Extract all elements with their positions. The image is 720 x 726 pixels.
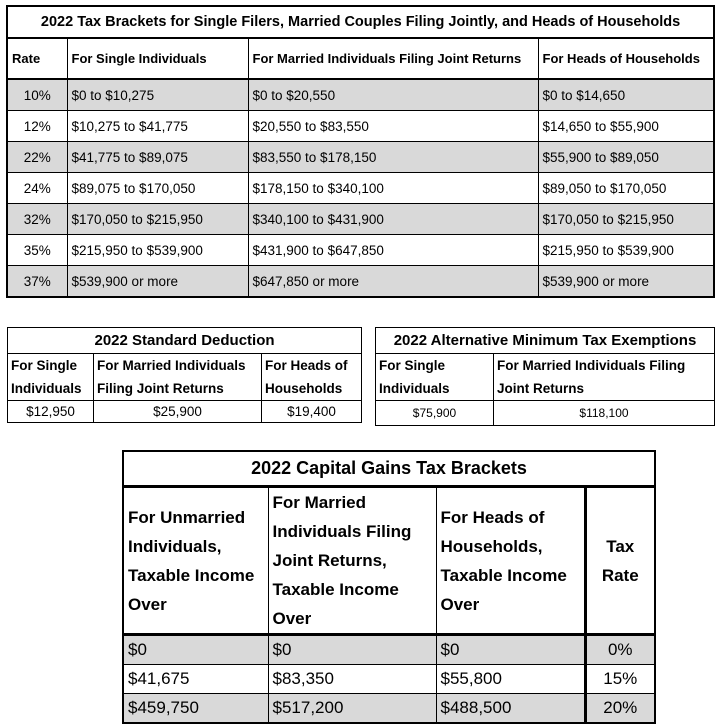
single-cell: $0 to $10,275 — [67, 79, 248, 111]
heads-cell: $170,050 to $215,950 — [538, 204, 714, 235]
cg-rate-cell: 15% — [585, 665, 655, 694]
married-cell: $20,550 to $83,550 — [248, 111, 538, 142]
married-cell: $0 to $20,550 — [248, 79, 538, 111]
single-cell: $41,775 to $89,075 — [67, 142, 248, 173]
rate-cell: 12% — [7, 111, 67, 142]
cg-header-rate: Tax Rate — [585, 487, 655, 635]
amt-value-married: $118,100 — [494, 401, 715, 426]
amt-header-single: For Single — [376, 354, 494, 378]
header-married-joint: For Married Individuals Filing Joint Returns — [248, 38, 538, 79]
cg-married-cell: $0 — [268, 635, 436, 665]
cg-header-unmarried: For Unmarried Individuals, Taxable Income Over — [123, 487, 268, 635]
cg-unmarried-cell: $459,750 — [123, 694, 268, 724]
table-row — [7, 266, 714, 298]
table-row — [123, 694, 655, 724]
heads-cell: $539,900 or more — [538, 266, 714, 298]
cg-married-cell: $83,350 — [268, 665, 436, 694]
heads-cell: $0 to $14,650 — [538, 79, 714, 111]
sd-header-single: For Single — [8, 354, 94, 378]
married-cell: $431,900 to $647,850 — [248, 235, 538, 266]
rate-cell: 32% — [7, 204, 67, 235]
tax-brackets-title: 2022 Tax Brackets for Single Filers, Married Couples Filing Jointly, and Heads of Households — [7, 6, 714, 38]
rate-cell: 10% — [7, 79, 67, 111]
married-cell: $83,550 to $178,150 — [248, 142, 538, 173]
married-cell: $647,850 or more — [248, 266, 538, 298]
table-row — [7, 142, 714, 173]
sd-header-married: For Married Individuals — [94, 354, 262, 378]
amt-value-single: $75,900 — [376, 401, 494, 426]
rate-cell: 35% — [7, 235, 67, 266]
cg-header-married: For Married Individuals Filing Joint Returns, Taxable Income Over — [268, 487, 436, 635]
single-cell: $89,075 to $170,050 — [67, 173, 248, 204]
rate-cell: 37% — [7, 266, 67, 298]
table-row — [7, 111, 714, 142]
table-row — [7, 173, 714, 204]
cg-married-cell: $517,200 — [268, 694, 436, 724]
heads-cell: $89,050 to $170,050 — [538, 173, 714, 204]
cg-heads-cell: $0 — [436, 635, 585, 665]
rate-cell: 24% — [7, 173, 67, 204]
sd-header-single-2: Individuals — [8, 377, 94, 401]
sd-value-married: $25,900 — [94, 401, 262, 423]
rate-cell: 22% — [7, 142, 67, 173]
cg-rate-cell: 0% — [585, 635, 655, 665]
heads-cell: $215,950 to $539,900 — [538, 235, 714, 266]
single-cell: $539,900 or more — [67, 266, 248, 298]
standard-deduction-table — [7, 327, 362, 423]
heads-cell: $14,650 to $55,900 — [538, 111, 714, 142]
single-cell: $170,050 to $215,950 — [67, 204, 248, 235]
table-row — [123, 635, 655, 665]
amt-header-single-2: Individuals — [376, 377, 494, 401]
header-single: For Single Individuals — [67, 38, 248, 79]
amt-header-married: For Married Individuals Filing — [494, 354, 715, 378]
table-row — [123, 665, 655, 694]
amt-title: 2022 Alternative Minimum Tax Exemptions — [376, 328, 715, 354]
married-cell: $340,100 to $431,900 — [248, 204, 538, 235]
sd-header-heads-2: Households — [262, 377, 362, 401]
capital-gains-title: 2022 Capital Gains Tax Brackets — [123, 451, 655, 487]
cg-heads-cell: $488,500 — [436, 694, 585, 724]
cg-rate-cell: 20% — [585, 694, 655, 724]
single-cell: $10,275 to $41,775 — [67, 111, 248, 142]
cg-unmarried-cell: $0 — [123, 635, 268, 665]
heads-cell: $55,900 to $89,050 — [538, 142, 714, 173]
table-row — [7, 79, 714, 111]
header-rate: Rate — [7, 38, 67, 79]
single-cell: $215,950 to $539,900 — [67, 235, 248, 266]
sd-value-heads: $19,400 — [262, 401, 362, 423]
sd-header-heads: For Heads of — [262, 354, 362, 378]
sd-header-married-2: Filing Joint Returns — [94, 377, 262, 401]
married-cell: $178,150 to $340,100 — [248, 173, 538, 204]
amt-exemptions-table — [375, 327, 715, 426]
header-heads: For Heads of Households — [538, 38, 714, 79]
cg-unmarried-cell: $41,675 — [123, 665, 268, 694]
standard-deduction-title: 2022 Standard Deduction — [8, 328, 362, 354]
cg-heads-cell: $55,800 — [436, 665, 585, 694]
capital-gains-table — [122, 450, 656, 724]
table-row — [7, 204, 714, 235]
table-row — [7, 235, 714, 266]
tax-brackets-table — [6, 5, 715, 298]
amt-header-married-2: Joint Returns — [494, 377, 715, 401]
sd-value-single: $12,950 — [8, 401, 94, 423]
cg-header-heads: For Heads of Households, Taxable Income Over — [436, 487, 585, 635]
